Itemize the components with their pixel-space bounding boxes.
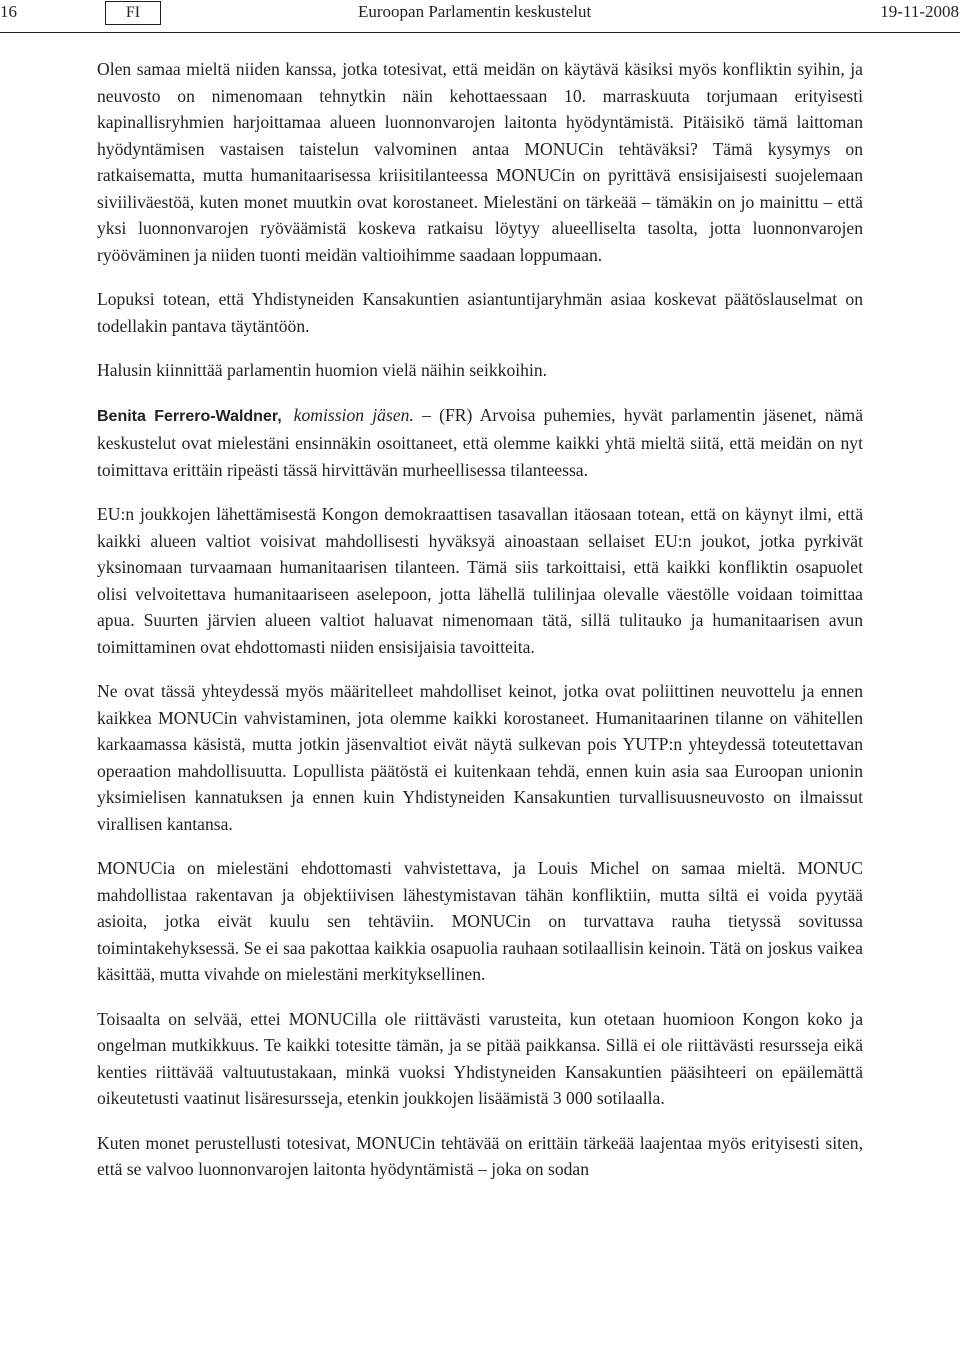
header-divider	[0, 32, 960, 33]
page-number: 16	[0, 2, 17, 21]
language-label: FI	[105, 1, 161, 25]
paragraph: Olen samaa mieltä niiden kanssa, jotka totesivat, että meidän on käytävä käsiksi myös konfliktin syihin, ja neuvosto on nimenomaan tehnytkin näin kehottaessaan 10. marraskuuta torjumaan erityisesti kapinallisryhmien harjoittamaa alueen luonnonvarojen laitonta hyödyntämistä. Pitäisikö tämä laittoman hyödyntämisen vastaisen taistelun valvominen antaa MONUCin tehtäväksi? Tämä kysymys on ratkaisematta, mutta humanitaarisessa kriisitilanteessa MONUCin on pyrittävä ensisijaisesti suojelemaan siviiliväestöä, kuten monet muutkin ovat korostaneet. Mielestäni on tärkeää – tämäkin on jo mainittu – että yksi luonnonvarojen ryöväämistä koskeva ratkaisu löytyy alueelliselta tasolta, jotta luonnonvarojen ryööväminen ja niiden tuonti meidän valtioihimme saadaan loppumaan.	[97, 59, 863, 265]
speaker-role: komission jäsen.	[293, 404, 414, 425]
paragraph: Toisaalta on selvää, ettei MONUCilla ole riittävästi varusteita, kun otetaan huomioon Kongon koko ja ongelman mutkikkuus. Te kaikki totesitte tämän, ja se pitää paikkansa. Sillä ei ole riittävästi resursseja eikä kenties riittävää valtuutustakaan, minkä vuoksi Yhdistyneiden Kansakuntien pääsihteeri on epäilemättä oikeutetusti vaatinut lisäresursseja, etenkin joukkojen lisäämistä 3 000 sotilaalla.	[97, 1008, 863, 1108]
document-body	[97, 56, 863, 1201]
paragraph: Ne ovat tässä yhteydessä myös määritelleet mahdolliset keinot, jotka ovat poliittinen neuvottelu ja ennen kaikkea MONUCin vahvistaminen, jota olemme kaikki korostaneet. Humanitaarinen tilanne on vähitellen karkaamassa käsistä, mutta jotkin jäsenvaltiot eivät näytä sulkevan pois YUTP:n yhteydessä toteutettavan operaation mahdollisuutta. Lopullista päätöstä ei kuitenkaan tehdä, ennen kuin asia saa Euroopan unionin yksimielisen kannatuksen ja ennen kuin Yhdistyneiden Kansakuntien turvallisuusneuvosto on ilmaissut virallisen kantansa.	[97, 681, 863, 834]
paragraph: Halusin kiinnittää parlamentin huomion vielä näihin seikkoihin.	[97, 360, 548, 380]
speaker-name: Benita Ferrero-Waldner,	[97, 407, 282, 425]
paragraph: Kuten monet perustellusti totesivat, MONUCin tehtävää on erittäin tärkeää laajentaa myös erityisesti siten, että se valvoo luonnonvarojen laitonta hyödyntämistä – joka on sodan	[97, 1132, 863, 1179]
speech-opening	[97, 402, 863, 484]
paragraph: Lopuksi totean, että Yhdistyneiden Kansakuntien asiantuntijaryhmän asiaa koskevat päätöslauselmat on todellakin pantava täytäntöön.	[97, 289, 863, 336]
paragraph: EU:n joukkojen lähettämisestä Kongon demokraattisen tasavallan itäosaan totean, että on käynyt ilmi, että kaikki alueen valtiot voisivat mahdollisesti hyväksyä ainoastaan sellaiset EU:n joukot, jotka pyrkivät yksinomaan turvaamaan humanitaarisen tilanteen. Tämä siis tarkoittaisi, että kaikki konfliktin osapuolet olisi velvoitettava humanitaariseen aselepoon, jotta lähellä tulilinjaa olevalle väestölle voidaan toimittaa apua. Suurten järvien alueen valtiot haluavat nimenomaan tätä, sillä tulitauko ja humanitaarisen avun toimittaminen ovat ehdottomasti niiden ensisijaisia tavoitteita.	[97, 504, 863, 657]
paragraph: MONUCia on mielestäni ehdottomasti vahvistettava, ja Louis Michel on samaa mieltä. MONUC mahdollistaa rakentavan ja objektiivisen lähestymistavan tähän konfliktiin, mutta siltä ei voida pyytää asioita, jotka eivät kuulu sen tehtäviin. MONUCin on turvattava rauha tietyssä sovitussa toimintakehyksessä. Se ei saa pakottaa kaikkia osapuolia rauhaan sotilaallisin keinoin. Tätä on joskus vaikea käsittää, mutta vivahde on mielestäni merkityksellinen.	[97, 858, 863, 984]
speech-opening-text: Arvoisa puhemies, hyvät parlamentin jäsenet, nämä keskustelut ovat mielestäni ensinnäkin osoittaneet, että olemme kaikki yhtä mieltä siitä, että meidän on nyt toimittava erittäin ripeästi tässä hirvittävän murheellisessa tilanteessa.	[97, 404, 864, 480]
document-title: Euroopan Parlamentin keskustelut	[358, 2, 592, 21]
document-date: 19-11-2008	[880, 2, 959, 21]
page-header	[0, 0, 960, 34]
language-tag: – (FR)	[422, 404, 473, 425]
